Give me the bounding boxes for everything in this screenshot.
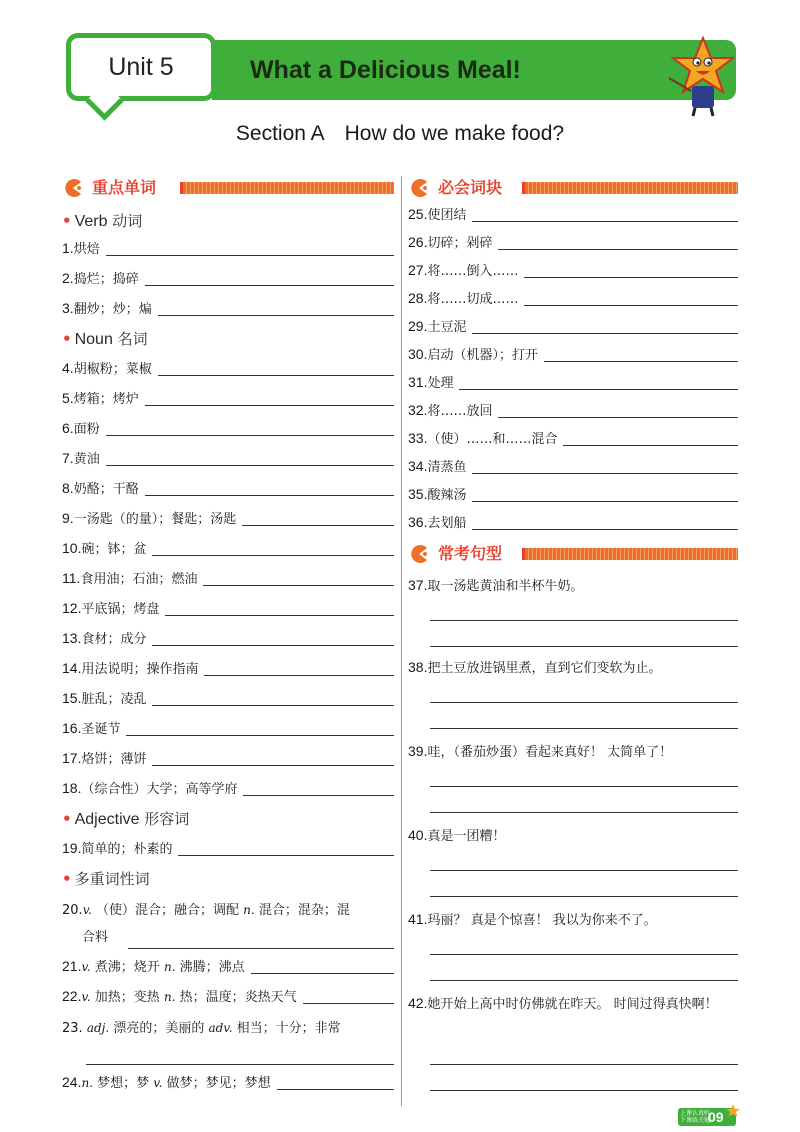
phrase-32	[408, 400, 738, 422]
star-icon	[726, 1104, 740, 1118]
item-number: 29.	[408, 318, 428, 334]
item-prompt: 将……倒入……	[427, 264, 519, 279]
sentence-39	[408, 738, 738, 766]
answer-line[interactable]	[106, 465, 394, 466]
unit-label: Unit 5	[108, 53, 174, 81]
pos-adjective-heading: • Adjective 形容词	[62, 810, 190, 828]
item-23: 23. adj. 漂亮的；美丽的 adv. 相当；十分；非常	[62, 1021, 341, 1036]
answer-line[interactable]	[524, 277, 738, 278]
item-number: 14.	[62, 660, 82, 676]
answer-line[interactable]	[472, 473, 738, 474]
answer-line[interactable]	[430, 786, 738, 787]
answer-line[interactable]	[126, 735, 394, 736]
answer-line[interactable]	[145, 495, 394, 496]
unit-title: What a Delicious Meal!	[250, 56, 521, 84]
item-number: 30.	[408, 346, 428, 362]
phrase-30	[408, 344, 738, 366]
item-number: 2.	[62, 270, 74, 286]
sentence-38	[408, 654, 738, 682]
phrase-27	[408, 260, 738, 282]
answer-line-24[interactable]	[277, 1089, 394, 1090]
answer-line-20[interactable]	[128, 948, 394, 949]
section-heading	[0, 122, 800, 146]
answer-line[interactable]	[204, 675, 394, 676]
item-prompt: 简单的；朴素的	[81, 842, 173, 857]
sentence-number: 37.	[408, 577, 428, 593]
answer-line[interactable]	[472, 221, 738, 222]
phrase-28	[408, 288, 738, 310]
phrase-31	[408, 372, 738, 394]
sentence-number: 41.	[408, 911, 428, 927]
answer-line[interactable]	[145, 285, 394, 286]
item-number: 10.	[62, 540, 82, 556]
item-prompt: 黄油	[73, 452, 100, 467]
item-10	[62, 538, 394, 560]
answer-line-23[interactable]	[86, 1064, 394, 1065]
sentence-42	[408, 990, 738, 1018]
answer-line[interactable]	[430, 980, 738, 981]
pos-multi-heading: • 多重词性词	[62, 870, 150, 888]
item-number: 26.	[408, 234, 428, 250]
item-13	[62, 628, 394, 650]
sentence-number: 42.	[408, 995, 428, 1011]
answer-line[interactable]	[430, 728, 738, 729]
item-number: 19.	[62, 840, 82, 856]
answer-line[interactable]	[498, 417, 738, 418]
item-prompt: 圣诞节	[81, 722, 121, 737]
item-number: 34.	[408, 458, 428, 474]
item-prompt: 将……切成……	[427, 292, 519, 307]
category-phrases: 必会词块	[438, 178, 503, 197]
answer-line[interactable]	[243, 795, 394, 796]
answer-line[interactable]	[430, 1090, 738, 1091]
phrase-33	[408, 428, 738, 450]
item-prompt: 酸辣汤	[427, 488, 467, 503]
item-14	[62, 658, 394, 680]
item-24: 24.n. 梦想；梦 v. 做梦；梦见；梦想	[62, 1072, 394, 1094]
answer-line[interactable]	[152, 765, 394, 766]
sentence-37	[408, 572, 738, 600]
item-12	[62, 598, 394, 620]
item-number: 5.	[62, 390, 74, 406]
item-prompt: 去划船	[427, 516, 467, 531]
item-number: 36.	[408, 514, 428, 530]
item-number: 18.	[62, 780, 82, 796]
item-prompt: 奶酪；干酪	[73, 482, 139, 497]
answer-line[interactable]	[472, 529, 738, 530]
item-19	[62, 838, 394, 860]
pacman-bullet-icon	[408, 179, 430, 197]
item-prompt: 翻炒；炒；煸	[73, 302, 152, 317]
item-prompt: 面粉	[73, 422, 100, 437]
item-prompt: 食材；成分	[81, 632, 147, 647]
section-question: How do we make food?	[344, 122, 565, 145]
answer-line[interactable]	[152, 705, 394, 706]
category-sentences: 常考句型	[438, 544, 503, 563]
answer-line[interactable]	[430, 870, 738, 871]
item-prompt: 用法说明；操作指南	[81, 662, 199, 677]
sentence-number: 38.	[408, 659, 428, 675]
item-number: 9.	[62, 510, 74, 526]
item-number: 33.	[408, 430, 428, 446]
pos-noun-heading: • Noun 名词	[62, 330, 148, 348]
answer-line[interactable]	[544, 361, 738, 362]
answer-line[interactable]	[106, 255, 394, 256]
answer-line[interactable]	[106, 435, 394, 436]
answer-line[interactable]	[430, 620, 738, 621]
phrase-29	[408, 316, 738, 338]
item-number: 17.	[62, 750, 82, 766]
category-bar	[522, 548, 738, 560]
sentence-41	[408, 906, 738, 934]
item-number: 28.	[408, 290, 428, 306]
answer-line[interactable]	[178, 855, 394, 856]
item-22: 22.v. 加热；变热 n. 热；温度；炎热天气	[62, 986, 394, 1008]
item-18	[62, 778, 394, 800]
answer-line[interactable]	[459, 389, 738, 390]
item-8	[62, 478, 394, 500]
item-9	[62, 508, 394, 530]
sentence-prompt: 她开始上高中时仿佛就在昨天。 时间过得真快啊！	[427, 997, 718, 1012]
item-prompt: （使）……和……混合	[427, 432, 558, 447]
item-prompt: 食用油；石油；燃油	[80, 572, 198, 587]
pacman-bullet-icon	[408, 545, 430, 563]
item-number: 12.	[62, 600, 82, 616]
phrase-26	[408, 232, 738, 254]
item-11	[62, 568, 394, 590]
answer-line[interactable]	[242, 525, 394, 526]
item-number: 4.	[62, 360, 74, 376]
sentence-prompt: 取一汤匙黄油和半杯牛奶。	[427, 579, 584, 594]
footer-slogan: 上课认真听 下课练关键	[680, 1110, 711, 1124]
item-prompt: 碗；钵；盆	[81, 542, 147, 557]
item-15	[62, 688, 394, 710]
item-prompt: 使团结	[427, 208, 467, 223]
item-prompt: 处理	[427, 376, 454, 391]
item-5	[62, 388, 394, 410]
pacman-bullet-icon	[62, 179, 84, 197]
item-number: 25.	[408, 206, 428, 222]
phrase-25	[408, 204, 738, 226]
item-prompt: 烙饼；薄饼	[81, 752, 147, 767]
sentence-prompt: 把土豆放进锅里煮，直到它们变软为止。	[427, 661, 662, 676]
item-20: 20.v. （使）混合；融合；调配 n. 混合；混杂；混	[62, 903, 350, 918]
item-number: 15.	[62, 690, 82, 706]
item-3	[62, 298, 394, 320]
item-7	[62, 448, 394, 470]
item-number: 32.	[408, 402, 428, 418]
item-prompt: 脏乱；凌乱	[81, 692, 147, 707]
column-divider	[401, 176, 402, 1106]
sentence-number: 40.	[408, 827, 428, 843]
answer-line[interactable]	[430, 646, 738, 647]
answer-line[interactable]	[430, 954, 738, 955]
item-prompt: 将……放回	[427, 404, 493, 419]
category-key-words: 重点单词	[92, 178, 157, 197]
item-prompt: 平底锅；烤盘	[81, 602, 160, 617]
item-4	[62, 358, 394, 380]
sentence-prompt: 玛丽？ 真是个惊喜！ 我以为你来不了。	[427, 913, 657, 928]
item-prompt: 烤箱；烤炉	[73, 392, 139, 407]
item-number: 8.	[62, 480, 74, 496]
sentence-prompt: 真是一团糟！	[427, 829, 506, 844]
pos-verb-heading: • Verb 动词	[62, 212, 143, 230]
item-number: 3.	[62, 300, 74, 316]
answer-line[interactable]	[158, 375, 394, 376]
item-6	[62, 418, 394, 440]
answer-line[interactable]	[472, 501, 738, 502]
unit-label-box	[66, 33, 216, 101]
section-label: Section A	[235, 122, 325, 145]
answer-line[interactable]	[524, 305, 738, 306]
answer-line[interactable]	[430, 812, 738, 813]
item-number: 1.	[62, 240, 74, 256]
item-1	[62, 238, 394, 260]
phrase-34	[408, 456, 738, 478]
phrase-36	[408, 512, 738, 534]
item-prompt: 胡椒粉；菜椒	[73, 362, 152, 377]
item-17	[62, 748, 394, 770]
page-number: 09	[708, 1109, 724, 1125]
category-bar	[180, 182, 394, 194]
item-prompt: （综合性）大学；高等学府	[81, 782, 238, 797]
item-number: 7.	[62, 450, 74, 466]
sentence-prompt: 哇，（番茄炒蛋）看起来真好！ 太简单了！	[427, 745, 673, 760]
answer-line[interactable]	[203, 585, 394, 586]
answer-line[interactable]	[158, 315, 394, 316]
item-prompt: 烘焙	[73, 242, 100, 257]
item-number: 13.	[62, 630, 82, 646]
sentence-number: 39.	[408, 743, 428, 759]
item-prompt: 切碎；剁碎	[427, 236, 493, 251]
item-number: 27.	[408, 262, 428, 278]
phrase-35	[408, 484, 738, 506]
answer-line[interactable]	[152, 645, 394, 646]
answer-line[interactable]	[472, 333, 738, 334]
answer-line[interactable]	[145, 405, 394, 406]
item-prompt: 捣烂；捣碎	[73, 272, 139, 287]
item-21: 21.v. 煮沸；烧开 n. 沸腾；沸点	[62, 956, 394, 978]
item-20-cont: 合料	[82, 930, 109, 945]
item-number: 6.	[62, 420, 74, 436]
answer-line[interactable]	[165, 615, 394, 616]
answer-line[interactable]	[563, 445, 738, 446]
item-prompt: 启动（机器）；打开	[427, 348, 538, 363]
answer-line-22[interactable]	[303, 1003, 394, 1004]
item-prompt: 清蒸鱼	[427, 460, 467, 475]
answer-line[interactable]	[430, 896, 738, 897]
sentence-40	[408, 822, 738, 850]
item-prompt: 一汤匙（的量）；餐匙；汤匙	[73, 512, 237, 527]
category-sentences-header	[408, 542, 738, 566]
item-number: 35.	[408, 486, 428, 502]
answer-line[interactable]	[498, 249, 738, 250]
answer-line[interactable]	[430, 1064, 738, 1065]
answer-line[interactable]	[430, 702, 738, 703]
star-mascot-icon	[665, 36, 735, 118]
item-16	[62, 718, 394, 740]
item-prompt: 土豆泥	[427, 320, 467, 335]
category-key-words-header	[62, 176, 394, 200]
item-number: 11.	[62, 570, 81, 586]
item-number: 31.	[408, 374, 428, 390]
answer-line[interactable]	[152, 555, 394, 556]
item-number: 16.	[62, 720, 82, 736]
item-2	[62, 268, 394, 290]
answer-line-21[interactable]	[251, 973, 394, 974]
category-bar	[522, 182, 738, 194]
category-phrases-header	[408, 176, 738, 200]
